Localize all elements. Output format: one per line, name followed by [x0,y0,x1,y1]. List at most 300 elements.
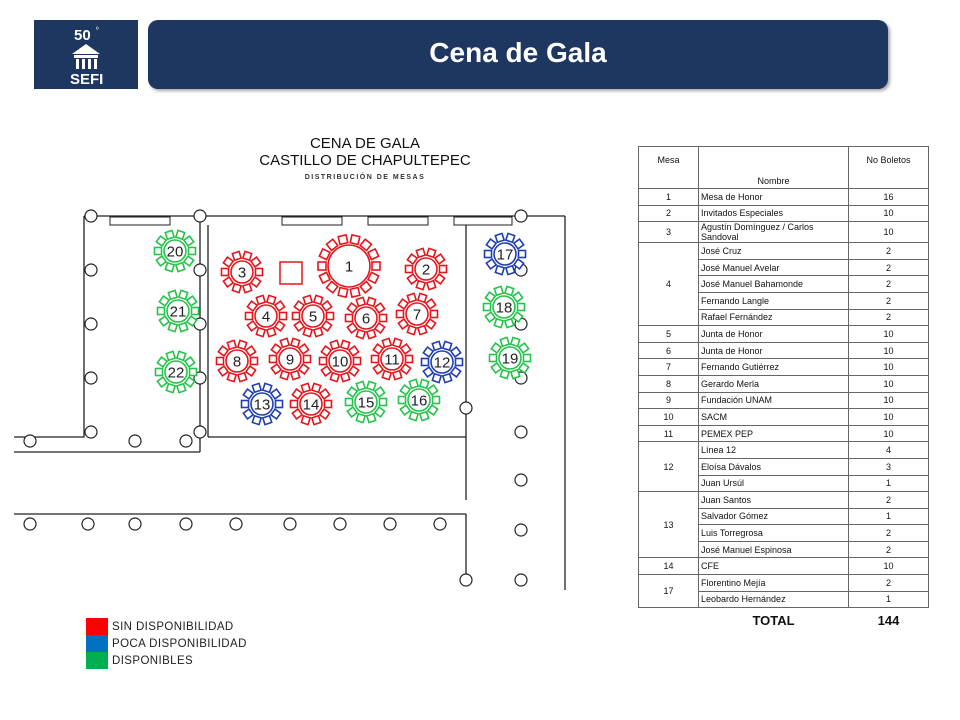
chair [514,239,524,249]
chair [156,256,166,266]
cell-nombre: Eloísa Dávalos [699,458,849,475]
table-row [639,575,929,592]
red-square-marker [280,262,302,284]
chair [330,340,339,349]
cell-nombre: Salvador Gómez [699,508,849,525]
chair [320,358,327,365]
chair [256,295,265,304]
chair [495,266,504,275]
table-1 [318,235,380,297]
chair [165,263,174,272]
chair [409,379,418,388]
chair [330,373,339,382]
chair [350,235,360,245]
chair [270,356,277,363]
pillar [180,518,192,530]
table-row [639,425,929,442]
chair [177,384,186,393]
chair [232,284,241,293]
total-value: 144 [877,612,900,628]
cell-nombre: Línea 12 [699,442,849,459]
chair [486,239,496,249]
chair [303,295,312,304]
logo-badge: 50 [74,27,91,44]
chair [327,313,334,320]
chair [243,389,253,399]
chair [227,373,236,382]
chair [500,337,509,346]
chair [252,383,261,392]
cell-mesa: 2 [639,205,699,222]
chair [346,315,353,322]
chair [168,290,177,299]
chair [368,272,379,283]
chair [418,326,427,335]
cell-boletos: 2 [849,541,929,558]
pillar [230,518,242,530]
header-boletos: No Boletos [849,147,929,189]
chair [407,326,416,335]
chair [451,367,461,377]
chair [368,249,379,260]
chair [293,313,300,320]
cell-mesa: 8 [639,375,699,392]
pillar [460,402,472,414]
pillar [194,264,206,276]
chair [443,341,452,350]
table-number: 7 [412,306,422,324]
chair [443,374,452,383]
chair [427,248,436,257]
cell-boletos: 10 [849,222,929,243]
chair [338,288,348,298]
chair [373,364,383,374]
chair [303,328,312,337]
table-row [639,392,929,409]
cell-mesa: 7 [639,359,699,376]
cell-nombre: CFE [699,558,849,575]
pillar [129,518,141,530]
cell-boletos: 2 [849,292,929,309]
table-number: 1 [344,258,354,276]
chair [218,346,228,356]
floorplan-title-line2: CASTILLO DE CHAPULTEPEC [259,152,471,169]
chair [375,407,385,417]
pillar [180,435,192,447]
chair [232,251,241,260]
chair [423,367,433,377]
chair [494,286,503,295]
chair [406,266,413,273]
pillar [194,210,206,222]
chair [428,385,438,395]
chair [243,409,253,419]
chair [280,371,289,380]
pillar [24,435,36,447]
chair [299,344,309,354]
chair [251,358,258,365]
cell-nombre: José Manuel Bahamonde [699,276,849,293]
chair [312,383,321,392]
legend-label: POCA DISPONIBILIDAD [112,637,247,650]
chair [382,371,391,380]
cell-boletos: 1 [849,475,929,492]
chair [158,308,165,315]
cell-boletos: 10 [849,342,929,359]
legend-label: DISPONIBLES [112,654,194,667]
chair [222,269,229,276]
pillar [85,318,97,330]
page-title: Cena de Gala [429,37,607,68]
chair [349,346,359,356]
chair [251,257,261,267]
chair [409,412,418,421]
chair [399,397,406,404]
chair [440,266,447,273]
chair [495,233,504,242]
cell-nombre: SACM [699,409,849,426]
cell-boletos: 2 [849,525,929,542]
pillar [85,210,97,222]
cell-mesa: 9 [639,392,699,409]
chair [506,233,515,242]
cell-nombre: Mesa de Honor [699,189,849,206]
cell-nombre: José Manuel Avelar [699,259,849,276]
cell-boletos: 10 [849,409,929,426]
table-number: 10 [331,353,349,371]
table-number: 3 [237,264,247,282]
chair [238,340,247,349]
header-mesa: Mesa [639,147,699,189]
chair [294,321,304,331]
chair [155,248,162,255]
chair [420,412,429,421]
chair [451,347,461,357]
chair [375,323,385,333]
chair [291,401,298,408]
chair [275,321,285,331]
table-row [639,342,929,359]
cell-boletos: 10 [849,205,929,222]
chair [251,277,261,287]
chair [373,344,383,354]
chair [500,370,509,379]
chair [299,364,309,374]
chair [217,358,224,365]
cell-nombre: PEMEX PEP [699,425,849,442]
table-number: 5 [308,308,318,326]
cell-mesa: 5 [639,326,699,343]
seating-table-body [639,189,929,633]
chair [397,311,404,318]
chair [486,259,496,269]
chair [505,286,514,295]
chair [166,351,175,360]
table-number: 19 [501,350,519,368]
cell-boletos: 10 [849,375,929,392]
table-number: 14 [302,396,320,414]
table-16 [399,379,440,420]
chair [367,414,376,423]
cell-nombre: Juan Ursúl [699,475,849,492]
legend-poca-disponibilidad [86,635,247,652]
chair [380,399,387,406]
chair [341,373,350,382]
chair [318,262,326,270]
table-22 [156,351,197,392]
chair [291,371,300,380]
chair [320,409,330,419]
chair [426,299,436,309]
chair [491,363,501,373]
chair [485,312,495,322]
chair [165,230,174,239]
pillar [334,518,346,530]
chair [301,416,310,425]
chair [511,370,520,379]
chair [382,338,391,347]
table-6 [346,297,387,338]
chair [484,304,491,311]
chair [156,369,163,376]
chair [292,389,302,399]
pillar [515,210,527,222]
chair [347,303,357,313]
chair [247,301,257,311]
chair [356,330,365,339]
cell-nombre: Fernando Langle [699,292,849,309]
legend-sin-disponibilidad [86,618,234,635]
table-17 [485,233,526,274]
total-label: TOTAL [752,612,795,628]
chair [485,251,492,258]
chair [271,364,281,374]
table-row [639,222,929,243]
chair [176,263,185,272]
chair [401,364,411,374]
chair [321,366,331,376]
legend-swatch-red [86,618,108,635]
chair [267,328,276,337]
seating-table [638,146,928,632]
chair [243,251,252,260]
cell-mesa: 17 [639,575,699,608]
cell-boletos: 10 [849,425,929,442]
chair [256,269,263,276]
chair [400,405,410,415]
table-7 [397,293,438,334]
chair [291,338,300,347]
chair [246,346,256,356]
chair [276,401,283,408]
cell-nombre: Rafael Fernández [699,309,849,326]
chair [432,374,441,383]
table-number: 17 [496,246,514,264]
chair [372,356,379,363]
table-9 [270,338,311,379]
chair [238,373,247,382]
chair [347,387,357,397]
chair [367,330,376,339]
chair [321,346,331,356]
chair [280,313,287,320]
cell-nombre: Fundación UNAM [699,392,849,409]
cell-nombre: Agustín Domínguez / Carlos Sandoval [699,222,849,243]
chair [350,288,360,298]
table-row [639,492,929,509]
chair [494,319,503,328]
svg-text:º: º [96,27,99,34]
chair [185,357,195,367]
table-row [639,205,929,222]
total-row [639,608,929,633]
chair [518,304,525,311]
cell-nombre: Gerardo Merla [699,375,849,392]
chair [184,236,194,246]
pillar [129,435,141,447]
chair [375,303,385,313]
chair [490,355,497,362]
chair [243,284,252,293]
chair [519,343,529,353]
chair [267,295,276,304]
cell-nombre: Fernando Gutiérrez [699,359,849,376]
chair [356,414,365,423]
table-number: 9 [285,351,295,369]
chair [185,377,195,387]
logo-text: SEFI [70,71,104,88]
legend-swatch-green [86,652,108,669]
cell-nombre: Invitados Especiales [699,205,849,222]
chair [435,274,445,284]
chair [159,316,169,326]
chair [246,366,256,376]
chair [320,389,330,399]
cell-mesa: 6 [639,342,699,359]
table-number: 15 [357,394,375,412]
chair [292,409,302,419]
chair [505,319,514,328]
chair [407,293,416,302]
table-row [639,189,929,206]
cell-boletos: 2 [849,309,929,326]
table-2 [406,248,447,289]
table-row [639,442,929,459]
chair [427,281,436,290]
table-number: 12 [433,354,451,372]
table-number: 2 [421,261,431,279]
chair [393,371,402,380]
chair [398,299,408,309]
chair [341,340,350,349]
legend-swatch-blue [86,635,108,652]
cell-mesa: 1 [639,189,699,206]
cell-nombre: Junta de Honor [699,326,849,343]
chair [177,351,186,360]
dining-tables [155,230,531,424]
chair [485,292,495,302]
chair [312,416,321,425]
chair [432,341,441,350]
floorplan-subtitle: DISTRIBUCIÓN DE MESAS [304,174,426,181]
cell-nombre: Juan Santos [699,492,849,509]
table-number: 16 [410,392,428,410]
table-number: 13 [253,396,271,414]
pillar [515,524,527,536]
chair [491,343,501,353]
cell-boletos: 16 [849,189,929,206]
cell-boletos: 2 [849,243,929,260]
chair [187,296,197,306]
cell-boletos: 10 [849,392,929,409]
legend-label: SIN DISPONIBILIDAD [112,620,234,633]
chair [401,344,411,354]
cell-boletos: 1 [849,508,929,525]
chair [506,266,515,275]
chair [179,323,188,332]
chair [418,293,427,302]
chair [433,397,440,404]
chair [322,321,332,331]
cell-nombre: Florentino Mejía [699,575,849,592]
chair [256,328,265,337]
table-row [639,375,929,392]
chair [223,257,233,267]
table-18 [484,286,525,327]
chair [271,389,281,399]
chair [271,409,281,419]
table-number: 8 [232,353,242,371]
chair [218,366,228,376]
chair [166,384,175,393]
chair [252,416,261,425]
chair [356,297,365,306]
chair [420,379,429,388]
chair [159,296,169,306]
chair [275,301,285,311]
table-number: 18 [495,299,513,317]
cell-nombre: Luis Torregrosa [699,525,849,542]
chair [192,308,199,315]
table-19 [490,337,531,378]
table-4 [246,295,287,336]
table-11 [372,338,413,379]
header-nombre: Nombre [699,147,849,189]
cell-boletos: 10 [849,558,929,575]
cell-nombre: Junta de Honor [699,342,849,359]
floorplan-title-line1: CENA DE GALA [309,135,421,152]
chair [168,323,177,332]
pillar [85,264,97,276]
table-15 [346,381,387,422]
pillar [515,426,527,438]
chair [347,323,357,333]
pillar [515,474,527,486]
chair [356,381,365,390]
chair [319,249,330,260]
chair [294,301,304,311]
chair [189,248,196,255]
table-number: 21 [169,303,187,321]
cell-mesa: 4 [639,243,699,326]
chair [319,272,330,283]
table-row [639,243,929,260]
table-12 [422,341,463,382]
chair [400,385,410,395]
table-20 [155,230,196,271]
table-row [639,409,929,426]
chair [426,319,436,329]
